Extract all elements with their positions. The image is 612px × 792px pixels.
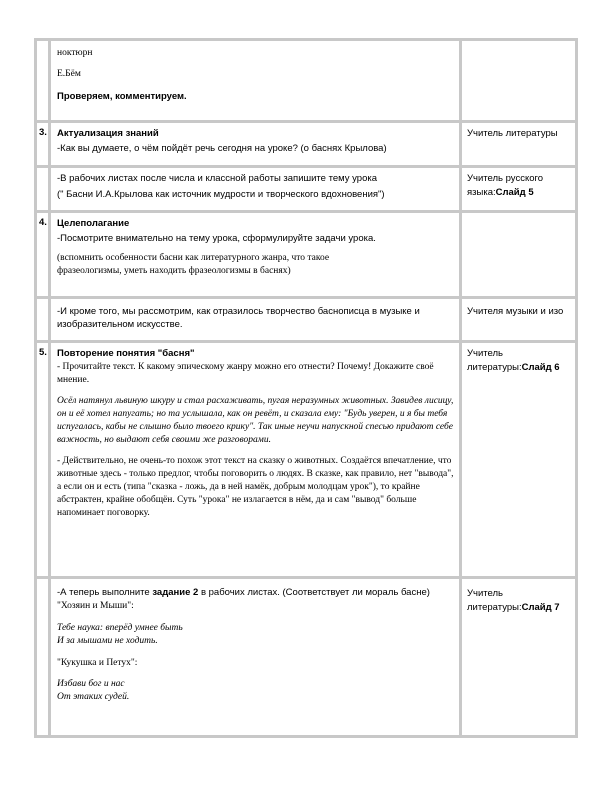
table-row [37, 168, 575, 213]
row-content [51, 213, 462, 296]
row-number: 5. [37, 343, 51, 576]
teacher-cell [462, 41, 575, 120]
section-heading: Повторение понятия "басня" [57, 348, 195, 359]
row-number [37, 579, 51, 738]
teacher-cell: Учитель русского языка:Слайд 5 [467, 173, 544, 198]
row-content [51, 123, 462, 165]
row-number: 4. [37, 213, 51, 296]
table-row [37, 343, 575, 579]
content-line: - Прочитайте текст. К какому эпическому жанру можно его отнести? Почему! Докажите своё мнение. [57, 362, 434, 385]
row-content [51, 579, 462, 738]
content-line: -Посмотрите внимательно на тему урока, сформулируйте задачи урока. [57, 233, 376, 244]
content-line: (" Басни И.А.Крылова как источник мудрости и творческого вдохновения") [57, 189, 385, 200]
table-row [37, 213, 575, 299]
content-line: ноктюрн [57, 48, 93, 58]
fable-title: "Кукушка и Петух": [57, 658, 138, 668]
content-line: -И кроме того, мы рассмотрим, как отразилось творчество баснописца в музыке и изобразительном искусстве. [57, 306, 420, 330]
fable-moral: И за мышами не ходить. [57, 636, 158, 646]
content-line: (вспомнить особенности басни как литературного жанра, что такое фразеологизмы, уметь находить фразеологизмы в баснях) [57, 253, 330, 276]
table-row [37, 123, 575, 168]
row-number [37, 168, 51, 210]
content-line: -А теперь выполните задание 2 в рабочих листах. (Соответствует ли мораль басне) [57, 587, 430, 598]
fable-moral: Тебе наука: вперёд умнее быть [57, 623, 183, 633]
section-heading: Целеполагание [57, 218, 130, 229]
row-number [37, 299, 51, 340]
fable-moral: Избави бог и нас [57, 679, 125, 689]
row-number [37, 41, 51, 120]
teacher-cell [462, 213, 575, 296]
table-row [37, 41, 575, 123]
teacher-cell: Учитель литературы [467, 128, 558, 139]
row-content [51, 168, 462, 210]
content-line: Проверяем, комментируем. [57, 91, 187, 102]
lesson-table [34, 38, 578, 738]
fable-text: Осёл натянул львиную шкуру и стал расхаживать, пугая неразумных животных. Завидев лисицу, он и её хотел напугать; но та услышала, как он ревёт, и сказала ему: "Будь уверен, и я бы тебя испугалась, кабы не слышно было твоего крику". Так иные неучи напускной спесью придают себе важность, но выдают себя своими же разговорами. [57, 396, 454, 445]
row-number: 3. [37, 123, 51, 165]
content-line: Е.Бём [57, 69, 81, 79]
teacher-cell: Учителя музыки и изо [467, 306, 564, 317]
content-line: -Как вы думаете, о чём пойдёт речь сегодня на уроке? (о баснях Крылова) [57, 143, 387, 154]
content-line: - Действительно, не очень-то похож этот текст на сказку о животных. Создаётся впечатление, что животные здесь - только предлог, чтобы поговорить о людях. В сказке, как правило, нет "вывода", а если он и есть (типа "сказка - ложь, да в ней намёк, добрым молодцам урок"), то крайне абстрактен, крайне обобщён. Суть "урока" не излагается в нём, да и сам "вывод" больше напоминает поговорку. [57, 456, 454, 518]
row-content [51, 299, 462, 340]
row-content [51, 41, 462, 120]
teacher-cell: Учитель литературы:Слайд 7 [467, 588, 560, 613]
fable-title: "Хозяин и Мыши": [57, 601, 134, 611]
row-content [51, 343, 462, 576]
table-row [37, 299, 575, 343]
section-heading: Актуализация знаний [57, 128, 159, 139]
table-row [37, 579, 575, 738]
fable-moral: От этаких судей. [57, 692, 130, 702]
content-line: -В рабочих листах после числа и классной работы запишите тему урока [57, 173, 378, 184]
teacher-cell: Учитель литературы:Слайд 6 [467, 348, 560, 373]
